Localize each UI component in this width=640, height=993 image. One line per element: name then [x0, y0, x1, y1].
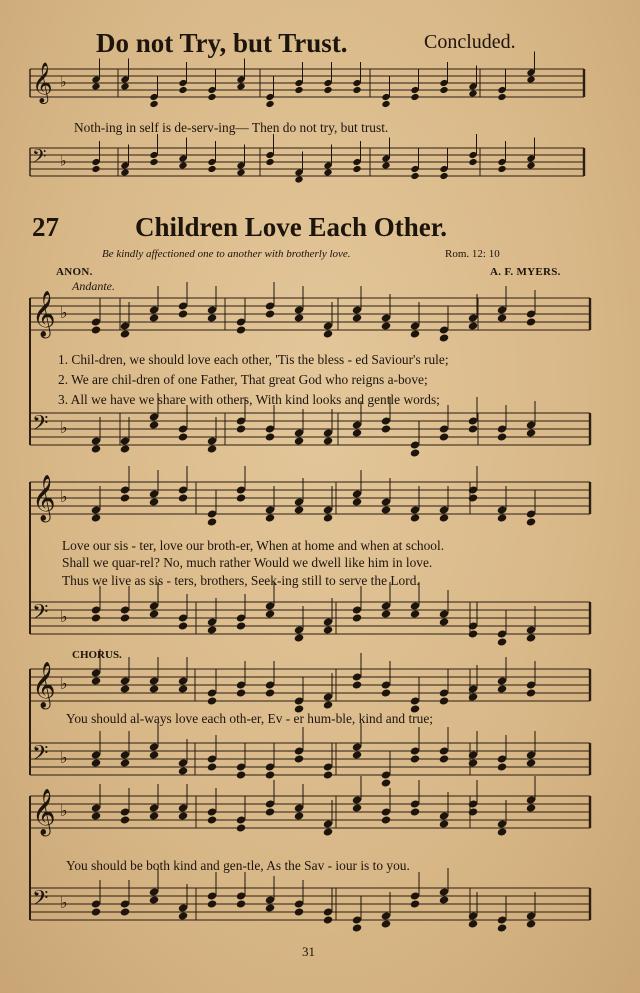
note-head	[526, 758, 537, 767]
note-head	[381, 688, 392, 697]
previous-hymn-title: Do not Try, but Trust.	[96, 28, 348, 58]
note-head	[294, 907, 305, 916]
note-head	[439, 754, 450, 763]
note-head	[323, 915, 334, 924]
staff	[30, 466, 590, 527]
note-head	[439, 895, 450, 904]
note-head	[468, 807, 479, 816]
chorus-line-1: You should al-ways love each oth-er, Ev - er hum-ble, kind and true;	[66, 711, 433, 726]
note-head	[236, 621, 247, 630]
note-head	[178, 621, 189, 630]
note-head	[352, 428, 363, 437]
note-head	[120, 758, 131, 767]
note-head	[381, 424, 392, 433]
note-head	[149, 811, 160, 820]
note-head	[323, 700, 334, 709]
note-head	[294, 313, 305, 322]
note-head	[468, 692, 479, 701]
note-head	[526, 803, 537, 812]
staff	[30, 776, 590, 837]
key-flat: ♭	[60, 748, 68, 767]
note-head	[236, 899, 247, 908]
note-head	[381, 505, 392, 514]
note-head	[352, 313, 363, 322]
note-head	[381, 815, 392, 824]
note-head	[265, 609, 276, 618]
note-head	[381, 778, 392, 787]
note-head	[207, 625, 218, 634]
note-head	[265, 807, 276, 816]
note-head	[294, 811, 305, 820]
note-head	[323, 770, 334, 779]
verse-2-line-1: 2. We are chil-dren of one Father, That great God who reigns a-bove;	[58, 372, 428, 387]
note-head	[352, 803, 363, 812]
note-head	[265, 770, 276, 779]
note-head	[352, 750, 363, 759]
note-head	[178, 811, 189, 820]
note-head	[526, 428, 537, 437]
tempo-marking: Andante.	[72, 279, 115, 293]
note-head	[439, 513, 450, 522]
treble-clef: 𝄞	[32, 474, 56, 521]
note-head	[265, 513, 276, 522]
note-head	[178, 432, 189, 441]
note-head	[497, 432, 508, 441]
note-head	[439, 432, 450, 441]
note-head	[207, 444, 218, 453]
note-head	[352, 497, 363, 506]
note-head	[149, 895, 160, 904]
treble-clef: 𝄞	[32, 661, 56, 708]
verse-1-line-1: 1. Chil-dren, we should love each other, 'Tis the bless - ed Saviour's rule;	[58, 352, 449, 367]
note-head	[265, 309, 276, 318]
note-head	[91, 758, 102, 767]
note-head	[149, 684, 160, 693]
previous-hymn-lyric: Noth-ing in self is de-serv-ing— Then do not try, but trust.	[74, 120, 389, 135]
staff	[30, 868, 590, 933]
note-head	[120, 329, 131, 338]
note-head	[207, 762, 218, 771]
bass-clef: 𝄢	[32, 599, 49, 630]
note-head	[91, 907, 102, 916]
note-head	[236, 325, 247, 334]
treble-clef: 𝄞	[32, 788, 56, 835]
note-head	[236, 770, 247, 779]
note-head	[294, 633, 305, 642]
note-head	[294, 754, 305, 763]
note-head	[323, 329, 334, 338]
note-head	[120, 444, 131, 453]
note-head	[323, 625, 334, 634]
note-head	[120, 613, 131, 622]
note-head	[381, 609, 392, 618]
note-head	[439, 696, 450, 705]
note-head	[120, 907, 131, 916]
note-head	[468, 493, 479, 502]
note-head	[352, 613, 363, 622]
note-head	[149, 497, 160, 506]
scripture-epigraph: Be kindly affectioned one to another with brotherly love.	[102, 248, 351, 260]
note-head	[207, 517, 218, 526]
key-flat: ♭	[60, 801, 68, 820]
treble-clef: 𝄞	[32, 63, 53, 104]
staff	[30, 582, 590, 647]
page-number: 31	[302, 944, 315, 959]
bass-clef: 𝄢	[32, 410, 49, 441]
note-head	[265, 903, 276, 912]
note-head	[410, 807, 421, 816]
key-flat: ♭	[60, 153, 67, 170]
note-head	[468, 321, 479, 330]
note-head	[178, 493, 189, 502]
note-head	[149, 313, 160, 322]
scripture-reference: Rom. 12: 10	[445, 248, 500, 260]
note-head	[352, 680, 363, 689]
note-head	[497, 827, 508, 836]
note-head	[236, 823, 247, 832]
key-flat: ♭	[60, 607, 68, 626]
note-head	[410, 899, 421, 908]
note-head	[497, 923, 508, 932]
note-head	[120, 815, 131, 824]
key-flat: ♭	[60, 418, 68, 437]
note-head	[91, 444, 102, 453]
note-head	[439, 333, 450, 342]
key-flat: ♭	[60, 303, 68, 322]
hymn-title: Children Love Each Other.	[135, 212, 448, 242]
note-head	[526, 688, 537, 697]
note-head	[91, 513, 102, 522]
note-head	[207, 899, 218, 908]
note-head	[149, 750, 160, 759]
note-head	[120, 493, 131, 502]
note-head	[526, 633, 537, 642]
note-head	[91, 676, 102, 685]
verse-2-line-2: Shall we quar-rel? No, much rather Would we dwell like him in love.	[62, 555, 433, 570]
note-head	[207, 696, 218, 705]
note-head	[149, 420, 160, 429]
note-head	[526, 919, 537, 928]
note-head	[91, 613, 102, 622]
note-head	[410, 448, 421, 457]
note-head	[410, 754, 421, 763]
note-head	[468, 629, 479, 638]
note-head	[178, 309, 189, 318]
note-head	[91, 325, 102, 334]
note-head	[468, 919, 479, 928]
chorus-label: CHORUS.	[72, 649, 122, 661]
verse-1-line-2: Love our sis - ter, love our broth-er, When at home and when at school.	[62, 538, 445, 553]
bass-clef: 𝄢	[32, 885, 49, 916]
note-head	[178, 684, 189, 693]
note-head	[207, 815, 218, 824]
note-head	[468, 758, 479, 767]
verse-3-line-2: Thus we live as sis - ters, brothers, Seek-ing still to serve the Lord.	[62, 573, 420, 588]
key-flat: ♭	[60, 487, 68, 506]
chorus-line-2: You should be both kind and gen-tle, As the Sav - iour is to you.	[66, 858, 410, 873]
note-head	[497, 762, 508, 771]
key-flat: ♭	[60, 74, 67, 91]
note-head	[236, 493, 247, 502]
note-head	[323, 827, 334, 836]
note-head	[323, 513, 334, 522]
note-head	[439, 617, 450, 626]
note-head	[468, 424, 479, 433]
note-head	[381, 919, 392, 928]
staff	[30, 723, 590, 788]
bass-clef: 𝄢	[32, 146, 47, 173]
note-head	[410, 609, 421, 618]
note-head	[294, 505, 305, 514]
note-head	[497, 684, 508, 693]
note-head	[410, 329, 421, 338]
note-head	[178, 911, 189, 920]
note-head	[207, 313, 218, 322]
note-head	[236, 424, 247, 433]
note-head	[497, 313, 508, 322]
lyricist-credit: ANON.	[56, 266, 93, 278]
key-flat: ♭	[60, 674, 68, 693]
hymn-number: 27	[32, 212, 59, 242]
note-head	[439, 819, 450, 828]
note-head	[381, 321, 392, 330]
note-head	[120, 684, 131, 693]
note-head	[265, 432, 276, 441]
previous-hymn-status: Concluded.	[424, 31, 516, 53]
note-head	[149, 609, 160, 618]
staff	[30, 282, 590, 343]
note-head	[294, 436, 305, 445]
note-head	[265, 688, 276, 697]
note-head	[497, 513, 508, 522]
bass-clef: 𝄢	[32, 740, 49, 771]
note-head	[178, 766, 189, 775]
note-head	[410, 513, 421, 522]
note-head	[352, 923, 363, 932]
treble-clef: 𝄞	[32, 290, 56, 337]
key-flat: ♭	[60, 893, 68, 912]
note-head	[236, 688, 247, 697]
note-head	[526, 317, 537, 326]
note-head	[497, 637, 508, 646]
note-head	[526, 517, 537, 526]
composer-credit: A. F. MYERS.	[490, 266, 561, 278]
note-head	[323, 436, 334, 445]
note-head	[91, 811, 102, 820]
verse-3-line-1: 3. All we have we share with others, With kind looks and gentle words;	[58, 392, 440, 407]
